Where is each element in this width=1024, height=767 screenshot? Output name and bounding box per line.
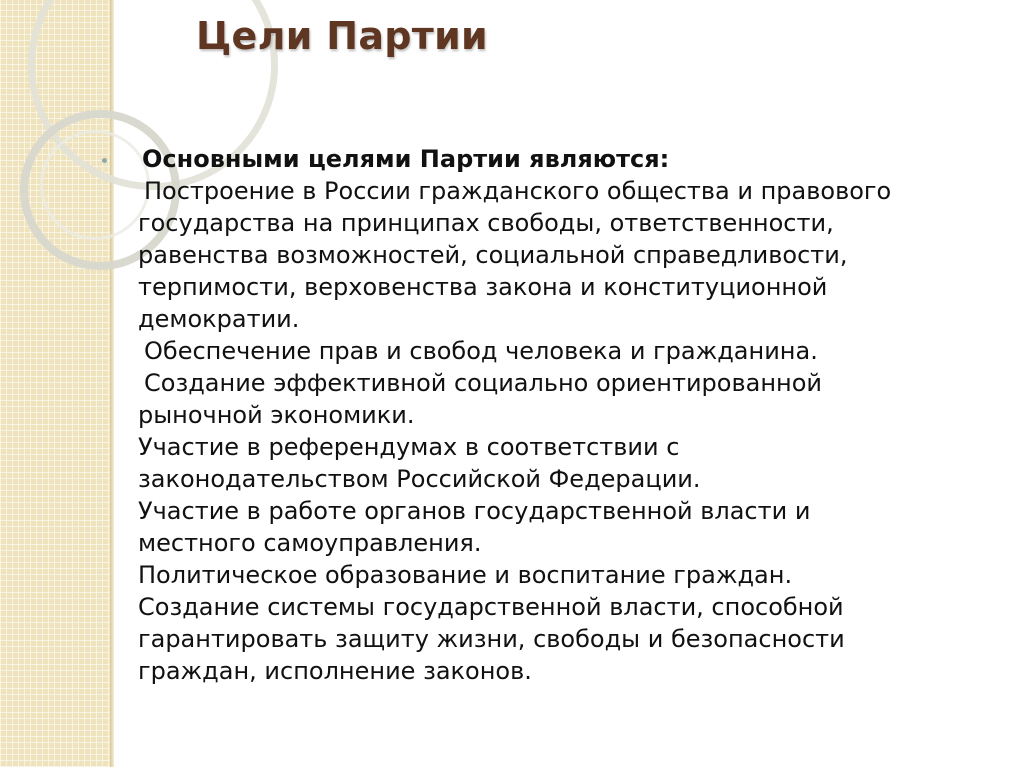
goal-item: Создание эффективной социально ориентированной рыночной экономики.: [138, 369, 822, 429]
goal-item: Обеспечение прав и свобод человека и гражданина.: [144, 337, 818, 365]
goal-item: Участие в работе органов государственной власти и местного самоуправления.: [138, 497, 811, 557]
decorative-ring-small: [40, 130, 150, 240]
lead-text: Основными целями Партии являются:: [142, 145, 670, 173]
goal-item: Создание системы государственной власти, способной гарантировать защиту жизни, свободы и безопасности граждан, исполнение законов.: [138, 593, 845, 685]
goal-item: Политическое образование и воспитание граждан.: [138, 561, 793, 589]
slide-title: Цели Партии: [196, 14, 488, 58]
goal-item: Построение в России гражданского общества и правового государства на принципах свободы, ответственности, равенства возможностей, социальной справедливости, терпимости, верховенства закона и конституционной демократии.: [138, 177, 892, 333]
slide-content: [138, 143, 1008, 687]
bullet-dot-icon: [102, 158, 107, 163]
goal-item: Участие в референдумах в соответствии с законодательством Российской Федерации.: [138, 433, 701, 493]
